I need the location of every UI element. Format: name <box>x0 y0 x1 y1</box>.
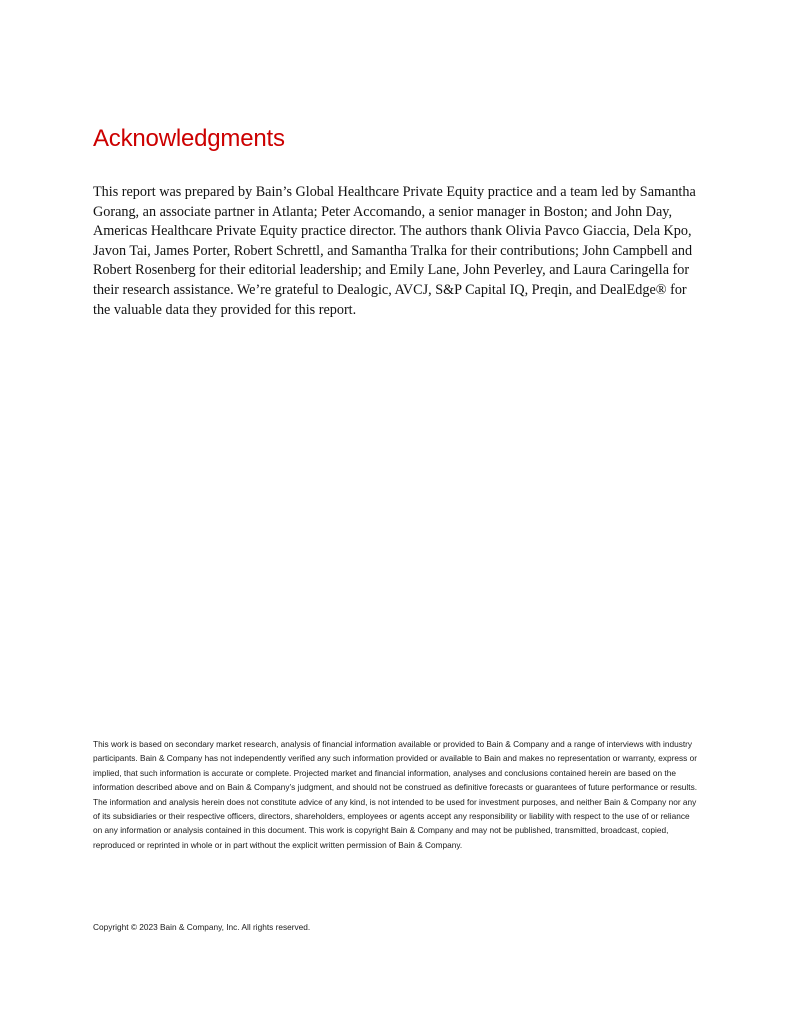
disclaimer-paragraph: This work is based on secondary market research, analysis of financial information available or provided to Bain & Company and a range of interviews with industry participants. Bain & Company has not independently verified any such information provided or available to Bain and makes no representation or warranty, express or implied, that such information is accurate or complete. Projected market and financial information, analyses and conclusions contained herein are based on the information described above and on Bain & Company’s judgment, and should not be construed as definitive forecasts or guarantees of future performance or results. The information and analysis herein does not constitute advice of any kind, is not intended to be used for investment purposes, and neither Bain & Company nor any of its subsidiaries or their respective officers, directors, shareholders, employees or agents accept any responsibility or liability with respect to the use of or reliance on any information or analysis contained in this document. This work is copyright Bain & Company and may not be published, transmitted, broadcast, copied, reproduced or reprinted in whole or in part without the explicit written permission of Bain & Company. <box>93 739 698 850</box>
acknowledgments-paragraph: This report was prepared by Bain’s Global Healthcare Private Equity practice and a team led by Samantha Gorang, an associate partner in Atlanta; Peter Accomando, a senior manager in Boston; and John Day, Americas Healthcare Private Equity practice director. The authors thank Olivia Pavco Giaccia, Dela Kpo, Javon Tai, James Porter, Robert Schrettl, and Samantha Tralka for their contributions; John Campbell and Robert Rosenberg for their editorial leadership; and Emily Lane, John Peverley, and Laura Caringella for their research assistance. We’re grateful to Dealogic, AVCJ, S&P Capital IQ, Preqin, and DealEdge® for the valuable data they provided for this report. <box>93 184 696 318</box>
page-title: Acknowledgments <box>93 125 285 152</box>
copyright-notice: Copyright © 2023 Bain & Company, Inc. All rights reserved. <box>93 922 311 932</box>
